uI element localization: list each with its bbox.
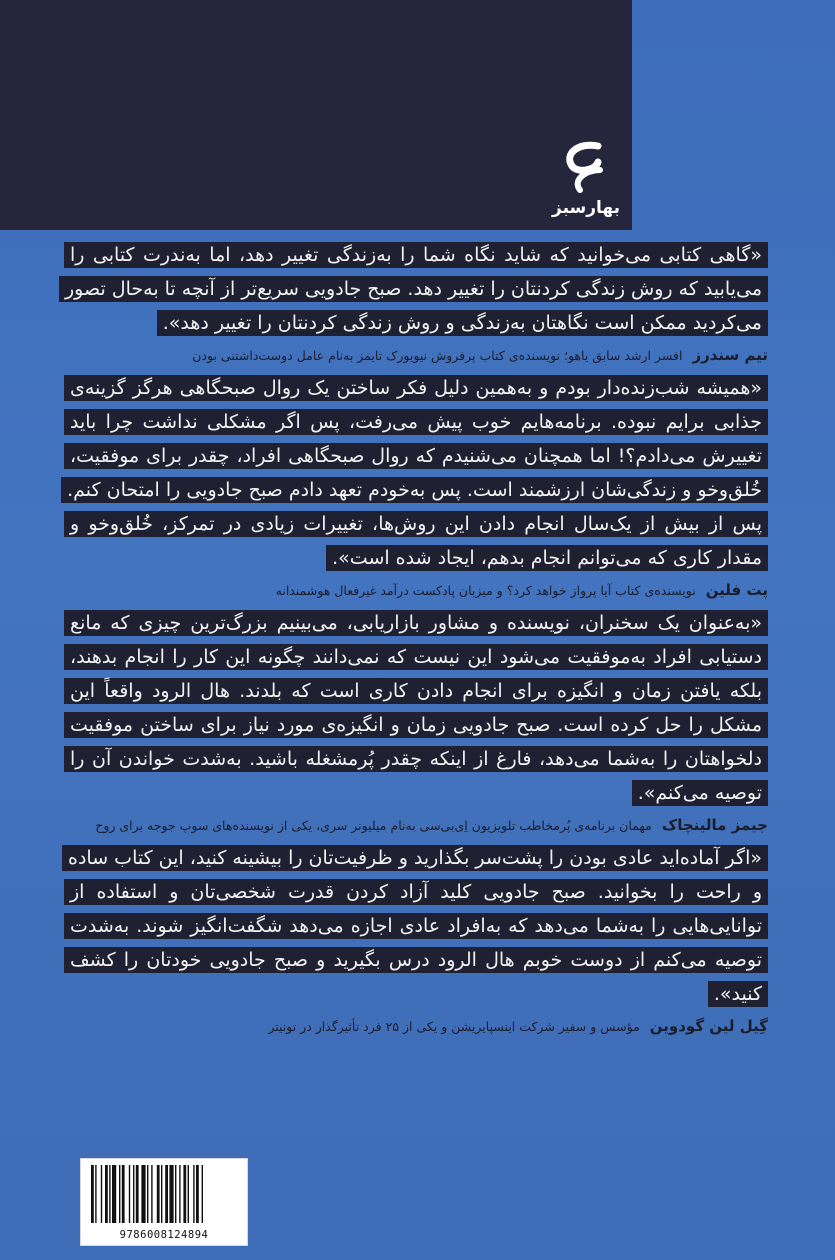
testimonial-attribution xyxy=(64,581,768,600)
barcode-bar xyxy=(183,1165,186,1223)
quote-text: «به‌عنوان یک سخنران، نویسنده و مشاور بازاریابی، می‌بینیم بزرگ‌ترین چیزی که مانع دستیابی افراد به‌موفقیت می‌شود این نیست که نمی‌دانند چگونه این کار را انجام بدهند، بلکه یافتن زمان و انگیزه برای انجام دادن کاری است که بلدند. هال الرود واقعاً این مشکل را حل کرده است. صبح جادویی زمان و انگیزه‌ی مورد نیاز برای ساختن موفقیت دلخواهتان را به‌شما می‌دهد، فارغ از اینکه چقدر پُرمشغله باشید. به‌شدت خواندن آن را توصیه می‌کنم». xyxy=(64,610,768,806)
testimonial-quote xyxy=(64,371,768,575)
barcode-bar xyxy=(122,1165,125,1223)
barcode-bar xyxy=(196,1165,199,1223)
author-name: پت فلین xyxy=(705,581,768,599)
testimonial-attribution xyxy=(64,346,768,365)
barcode-bar xyxy=(119,1165,120,1223)
barcode-bar xyxy=(147,1165,148,1223)
author-name: تیم سندرز xyxy=(692,346,768,364)
barcode-bar xyxy=(112,1165,116,1223)
barcode-bar xyxy=(157,1165,160,1223)
testimonial-attribution xyxy=(64,816,768,835)
barcode-bar xyxy=(95,1165,96,1223)
isbn-number: 9786008124894 xyxy=(119,1229,209,1241)
barcode-bar xyxy=(141,1165,145,1223)
quote-text: «اگر آماده‌اید عادی بودن را پشت‌سر بگذارید و ظرفیت‌تان را بیشینه کنید، این کتاب ساده و راحت را بخوانید. صبح جادویی کلید آزاد کردن قدرت شخصی‌تان و استفاده از توانایی‌هایی را به‌شما می‌دهد که به‌افراد عادی اجازه می‌دهد شگفت‌انگیز شوند. به‌شدت توصیه می‌کنم از دوست خوبم هال الرود درس بگیرید و صبح جادویی خودتان را کشف کنید». xyxy=(62,845,768,1007)
barcode-bar xyxy=(136,1165,139,1223)
dark-header-band xyxy=(0,0,632,230)
testimonials xyxy=(64,238,768,1042)
author-role: مهمان برنامه‌ی پُرمخاطب تلویزیون اِی‌بی‌سی به‌نام میلیونر سری، یکی از نویسنده‌های سوپ جوجه برای روح xyxy=(95,818,652,833)
author-role: نویسنده‌ی کتاب آیا پرواز خواهد کرد؟ و میزبان پادکست درآمد غیرفعال هوشمندانه xyxy=(275,583,696,598)
barcode-icon xyxy=(91,1165,237,1223)
testimonial-quote xyxy=(64,841,768,1011)
author-name: گِیل لین گودوین xyxy=(649,1017,768,1035)
barcode-bar xyxy=(91,1165,94,1223)
publisher-name: بهارسبز xyxy=(552,198,621,218)
barcode-bar xyxy=(202,1165,203,1223)
barcode-bar xyxy=(175,1165,176,1223)
author-role: مؤسس و سفیر شرکت اینسپایریشن و یکی از ۲۵ فرد تأثیرگذار در تونیتر xyxy=(268,1019,640,1034)
barcode-bar xyxy=(151,1165,152,1223)
publisher-logo-icon xyxy=(558,140,608,198)
barcode-bar xyxy=(105,1165,108,1223)
barcode-bar xyxy=(193,1165,194,1223)
testimonial-quote xyxy=(64,606,768,810)
barcode-bar xyxy=(161,1165,162,1223)
barcode-bar xyxy=(109,1165,110,1223)
barcode-bar xyxy=(169,1165,173,1223)
testimonial-quote xyxy=(64,238,768,340)
isbn-barcode xyxy=(80,1158,248,1246)
barcode-bar xyxy=(179,1165,180,1223)
quote-text: «گاهی کتابی می‌خوانید که شاید نگاه شما را به‌زندگی تغییر دهد، اما به‌ندرت کتابی را می‌یابید که روش زندگی کردنتان را تغییر دهد. صبح جادویی سریع‌تر از آنچه تا به‌حال تصور می‌کردید ممکن است نگاهتان به‌زندگی و روش زندگی کردنتان را تغییر دهد». xyxy=(59,242,768,336)
barcode-bar xyxy=(188,1165,189,1223)
barcode-bar xyxy=(165,1165,168,1223)
author-name: جیمز مالینچاک xyxy=(661,816,768,834)
barcode-bar xyxy=(101,1165,102,1223)
barcode-bar xyxy=(129,1165,130,1223)
quote-text: «همیشه شب‌زنده‌دار بودم و به‌همین دلیل فکر ساختن یک روال صبحگاهی هرگز گزینه‌ی جذابی برایم نبوده. برنامه‌هایم خوب پیش می‌رفت، پس اگر مشکلی نداشت چرا باید تغییرش می‌دادم؟! اما همچنان می‌شنیدم که روال صبحگاهی افراد، چقدر برای موفقیت، خُلق‌وخو و زندگی‌شان ارزشمند است. پس به‌خودم تعهد دادم صبح جادویی را امتحان کنم. پس از بیش از یک‌سال انجام دادن این روش‌ها، تغییرات زیادی در تمرکز، خُلق‌وخو و مقدار کاری که می‌توانم انجام بدهم، ایجاد شده است». xyxy=(61,375,768,571)
testimonial-attribution xyxy=(64,1017,768,1036)
barcode-bar xyxy=(133,1165,134,1223)
author-role: افسر ارشد سابق یاهو؛ نویسنده‌ی کتاب پرفروش نیویورک تایمز به‌نام عامل دوست‌داشتنی بودن xyxy=(192,348,683,363)
publisher-logo xyxy=(552,140,621,230)
